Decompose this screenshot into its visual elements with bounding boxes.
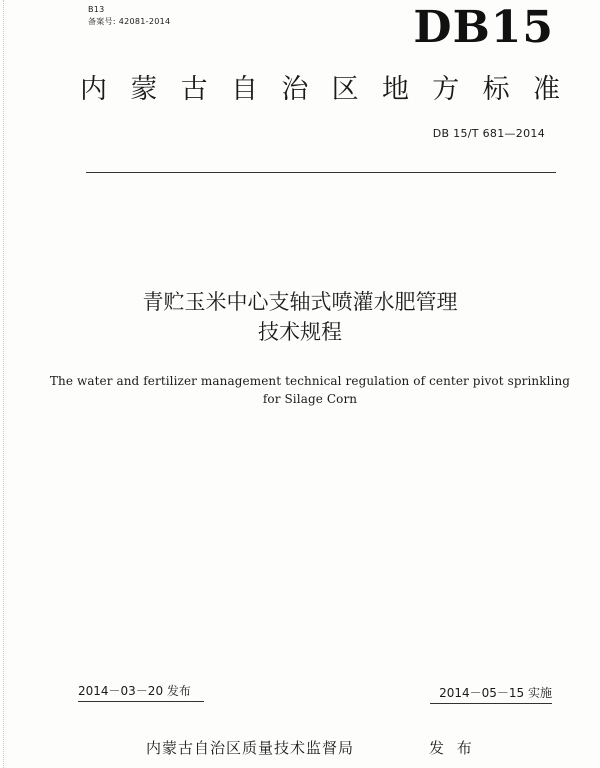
- standard-logo: DB15: [413, 2, 554, 53]
- title-en-line: for Silage Corn: [262, 392, 358, 406]
- title-char: 古: [180, 74, 208, 105]
- header-divider: [86, 172, 556, 173]
- title-char: 自: [230, 74, 258, 105]
- document-title-chinese: [0, 287, 600, 347]
- document-title-english: [40, 372, 580, 408]
- record-number: 备案号: 42081-2014: [88, 17, 171, 26]
- title-char: 蒙: [130, 74, 158, 105]
- issue-label: 发 布: [429, 739, 476, 757]
- issue-date: 2014－03－20 发布: [78, 682, 204, 702]
- title-cn-line: 技术规程: [258, 320, 342, 344]
- title-char: 标: [482, 74, 510, 105]
- title-char: 内: [80, 74, 107, 105]
- standard-type-title: [80, 76, 560, 103]
- scan-edge-line: [3, 0, 5, 768]
- title-en-line: The water and fertilizer management technical regulation of center pivot sprinkling: [49, 374, 571, 388]
- implementation-date: 2014－05－15 实施: [430, 684, 552, 704]
- title-cn-line: 青贮玉米中心支轴式喷灌水肥管理: [142, 290, 458, 314]
- title-char: 准: [532, 74, 560, 105]
- title-char: 治: [281, 74, 309, 105]
- title-char: 方: [432, 74, 460, 105]
- issuing-authority: 内蒙古自治区质量技术监督局: [146, 739, 355, 757]
- title-char: 地: [381, 74, 409, 105]
- title-char: 区: [331, 74, 359, 105]
- document-number: DB 15/T 681—2014: [432, 127, 545, 140]
- ics-code: B13: [88, 5, 105, 14]
